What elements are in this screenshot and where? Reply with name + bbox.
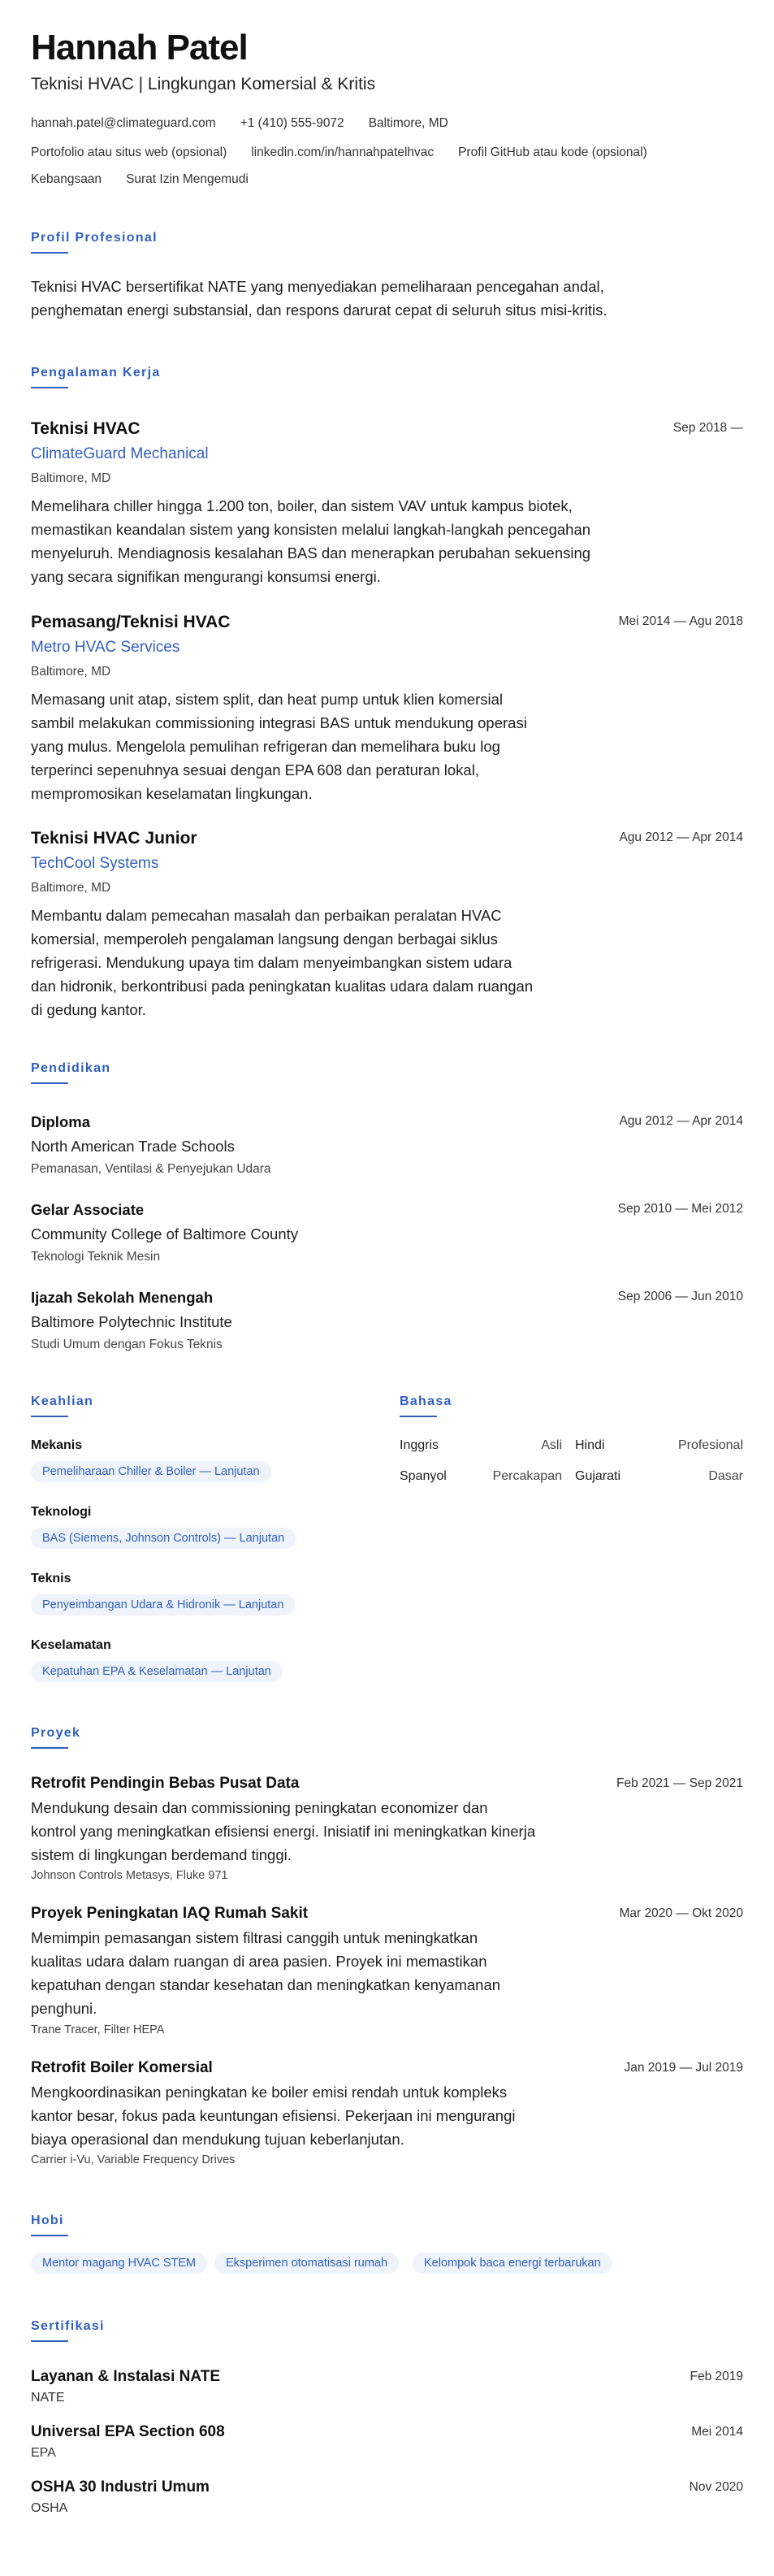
contact-row-2 (31, 145, 647, 160)
edu-dates: Sep 2010 — Mei 2012 (617, 1202, 743, 1216)
license-text: Surat Izin Mengemudi (126, 172, 249, 186)
edu-field: Teknologi Teknik Mesin (31, 1250, 161, 1264)
portfolio-link[interactable]: Portofolio atau situs web (opsional) (31, 145, 227, 159)
project-title: Retrofit Boiler Komersial (31, 2059, 213, 2076)
job-title: Teknisi HVAC (31, 419, 141, 438)
location-text: Baltimore, MD (368, 116, 448, 130)
cert-issuer: EPA (31, 2446, 56, 2460)
language-name: Gujarati (575, 1469, 621, 1483)
job-title: Teknisi HVAC Junior (31, 829, 197, 848)
edu-degree: Diploma (31, 1113, 90, 1130)
section-rule (31, 1416, 68, 1417)
project-dates: Feb 2021 — Sep 2021 (616, 1776, 743, 1790)
section-rule (31, 387, 68, 388)
section-rule (31, 252, 68, 254)
language-name: Hindi (575, 1438, 605, 1452)
job-dates: Sep 2018 — (672, 421, 743, 435)
summary-text: Teknisi HVAC bersertifikat NATE yang menyediakan pemeliharaan pencegahan andal, penghematan energi substansial, dan respons darurat cepat di seluruh situs misi-kritis. (31, 278, 608, 319)
nationality-text: Kebangsaan (31, 172, 102, 186)
section-title-certifications: Sertifikasi (31, 2319, 105, 2333)
project-title: Retrofit Pendingin Bebas Pusat Data (31, 1775, 300, 1792)
job-description: Memasang unit atap, sistem split, dan heat pump untuk klien komersial sambil melakukan commissioning integrasi BAS untuk mendukung operasi yang mulus. Mengelola pemulihan refrigeran dan memelihara buku log terperinci sepenuhnya sesuai dengan EPA 608 dan peraturan lokal, mempromosikan keselamatan lingkungan. (31, 691, 527, 802)
phone-text[interactable]: +1 (410) 555-9072 (240, 116, 344, 130)
section-title-projects: Proyek (31, 1726, 81, 1740)
edu-degree: Gelar Associate (31, 1201, 145, 1218)
language-name: Inggris (400, 1438, 439, 1452)
job-title: Pemasang/Teknisi HVAC (31, 613, 231, 631)
section-rule (400, 1416, 437, 1417)
job-dates: Agu 2012 — Apr 2014 (619, 830, 743, 844)
language-level: Profesional (677, 1438, 743, 1452)
linkedin-link[interactable]: linkedin.com/in/hannahpatelhvac (251, 145, 435, 159)
language-level: Percakapan (492, 1469, 562, 1483)
skill-chip: Kepatuhan EPA & Keselamatan — Lanjutan (31, 1661, 283, 1682)
job-description: Membantu dalam pemecahan masalah dan perbaikan peralatan HVAC komersial, memperoleh pengalaman langsung dengan berbagai siklus refrigerasi. Mendukung upaya tim dalam menyeimbangkan sistem udara dan hidronik, berkontribusi pada peningkatan kualitas udara dalam ruangan di gedung kantor. (31, 907, 534, 1018)
cert-title: Universal EPA Section 608 (31, 2423, 225, 2440)
skill-category: Teknis (31, 1572, 71, 1585)
section-title-skills: Keahlian (31, 1394, 94, 1408)
contact-row-3 (31, 172, 249, 187)
section-title-experience: Pengalaman Kerja (31, 366, 161, 379)
edu-school: Baltimore Polytechnic Institute (31, 1313, 232, 1330)
section-title-hobbies: Hobi (31, 2214, 64, 2227)
job-location: Baltimore, MD (31, 471, 111, 485)
project-description: Memimpin pemasangan sistem filtrasi canggih untuk meningkatkan kualitas udara dalam ruangan di area pasien. Proyek ini memastikan kepatuhan dengan standar kesehatan dan meningkatkan kenyamanan penghuni. (31, 1929, 501, 2017)
section-title-summary: Profil Profesional (31, 231, 158, 245)
edu-school: Community College of Baltimore County (31, 1225, 299, 1242)
hobby-chip: Kelompok baca energi terbarukan (413, 2253, 612, 2274)
cert-issuer: OSHA (31, 2501, 68, 2515)
project-tech: Carrier i-Vu, Variable Frequency Drives (31, 2153, 236, 2166)
cert-title: Layanan & Instalasi NATE (31, 2368, 220, 2385)
edu-field: Pemanasan, Ventilasi & Penyejukan Udara (31, 1162, 271, 1176)
skill-chip: Penyeimbangan Udara & Hidronik — Lanjutan (31, 1594, 295, 1615)
skill-chip: Pemeliharaan Chiller & Boiler — Lanjutan (31, 1461, 271, 1482)
candidate-name: Hannah Patel (31, 28, 248, 67)
section-rule (31, 2340, 68, 2342)
headline: Teknisi HVAC | Lingkungan Komersial & Kritis (31, 75, 376, 93)
job-description: Memelihara chiller hingga 1.200 ton, boiler, dan sistem VAV untuk kampus biotek, memastikan keandalan sistem yang konsisten melalui langkah-langkah pencegahan menyeluruh. Mendiagnosis kesalahan BAS dan menerapkan perubahan sekuensing yang secara signifikan mengurangi konsumsi energi. (31, 497, 591, 585)
project-description: Mengkoordinasikan peningkatan ke boiler emisi rendah untuk kompleks kantor besar, fokus pada keuntungan efisiensi. Pekerjaan ini mengurangi biaya operasional dan mendukung tujuan keberlanjutan. (31, 2084, 516, 2148)
cert-date: Feb 2019 (690, 2370, 743, 2383)
language-level: Asli (541, 1438, 562, 1452)
cert-issuer: NATE (31, 2391, 65, 2405)
github-link[interactable]: Profil GitHub atau kode (opsional) (458, 145, 647, 159)
job-location: Baltimore, MD (31, 881, 111, 895)
project-dates: Jan 2019 — Jul 2019 (624, 2061, 743, 2075)
project-title: Proyek Peningkatan IAQ Rumah Sakit (31, 1905, 309, 1922)
contact-row-1 (31, 116, 448, 131)
skill-chip: BAS (Siemens, Johnson Controls) — Lanjutan (31, 1528, 296, 1549)
hobby-chip: Mentor magang HVAC STEM (31, 2253, 207, 2274)
cert-date: Nov 2020 (689, 2480, 743, 2494)
skill-category: Mekanis (31, 1438, 83, 1452)
language-name: Spanyol (400, 1469, 447, 1483)
section-title-education: Pendidikan (31, 1061, 111, 1075)
edu-degree: Ijazah Sekolah Menengah (31, 1289, 214, 1306)
project-dates: Mar 2020 — Okt 2020 (619, 1906, 743, 1920)
project-description: Mendukung desain dan commissioning peningkatan economizer dan kontrol yang meningkatkan efisiensi energi. Inisiatif ini meningkatkan kinerja sistem di lingkungan berdemand tinggi. (31, 1799, 536, 1863)
job-company: TechCool Systems (31, 855, 159, 872)
job-dates: Mei 2014 — Agu 2018 (618, 614, 743, 628)
job-company: ClimateGuard Mechanical (31, 445, 209, 462)
job-location: Baltimore, MD (31, 665, 111, 679)
section-title-languages: Bahasa (400, 1394, 452, 1408)
edu-school: North American Trade Schools (31, 1138, 235, 1155)
language-level: Dasar (708, 1469, 743, 1483)
edu-dates: Agu 2012 — Apr 2014 (619, 1114, 743, 1128)
section-rule (31, 2235, 68, 2236)
job-company: Metro HVAC Services (31, 639, 180, 656)
hobby-chip: Eksperimen otomatisasi rumah (214, 2253, 399, 2274)
section-rule (31, 1747, 68, 1749)
skill-category: Keselamatan (31, 1638, 111, 1652)
edu-dates: Sep 2006 — Jun 2010 (617, 1290, 743, 1303)
cert-title: OSHA 30 Industri Umum (31, 2478, 210, 2496)
edu-field: Studi Umum dengan Fokus Teknis (31, 1338, 223, 1351)
project-tech: Trane Tracer, Filter HEPA (31, 2023, 165, 2036)
skill-category: Teknologi (31, 1505, 92, 1519)
cert-date: Mei 2014 (691, 2425, 743, 2439)
section-rule (31, 1082, 68, 1084)
project-tech: Johnson Controls Metasys, Fluke 971 (31, 1869, 228, 1882)
email-link[interactable]: hannah.patel@climateguard.com (31, 116, 216, 130)
